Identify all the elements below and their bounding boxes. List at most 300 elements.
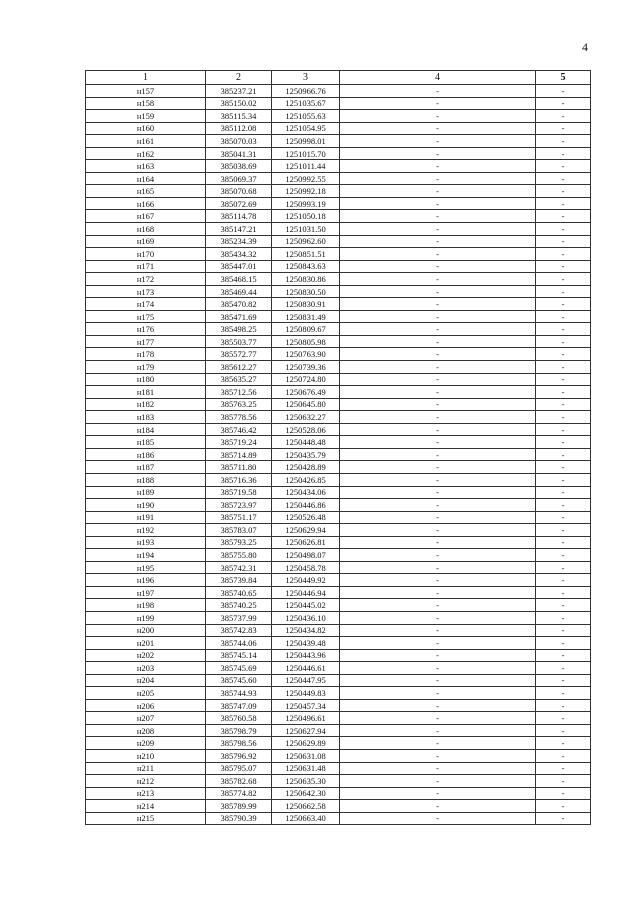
y-coordinate-cell: 1250428.89 [272,461,340,474]
point-id-cell: н195 [86,561,206,574]
column-5-cell: - [536,549,591,562]
table-header-row [86,71,591,85]
y-coordinate-cell: 1250443.96 [272,649,340,662]
table-row [86,423,591,436]
point-id-cell: н210 [86,749,206,762]
column-5-cell: - [536,448,591,461]
x-coordinate-cell: 385469.44 [206,285,272,298]
column-4-cell: - [340,248,536,261]
x-coordinate-cell: 385795.07 [206,762,272,775]
x-coordinate-cell: 385471.69 [206,310,272,323]
x-coordinate-cell: 385790.39 [206,812,272,825]
point-id-cell: н203 [86,662,206,675]
table-row [86,348,591,361]
x-coordinate-cell: 385755.80 [206,549,272,562]
column-5-cell: - [536,724,591,737]
y-coordinate-cell: 1250993.19 [272,197,340,210]
table-row [86,599,591,612]
table-row [86,461,591,474]
column-4-cell: - [340,586,536,599]
column-5-cell: - [536,323,591,336]
column-5-cell: - [536,110,591,123]
y-coordinate-cell: 1250631.48 [272,762,340,775]
column-5-cell: - [536,411,591,424]
table-row [86,335,591,348]
column-5-cell: - [536,386,591,399]
column-5-cell: - [536,361,591,374]
point-id-cell: н200 [86,624,206,637]
x-coordinate-cell: 385747.09 [206,699,272,712]
table-row [86,323,591,336]
y-coordinate-cell: 1250457.34 [272,699,340,712]
y-coordinate-cell: 1250426.85 [272,473,340,486]
column-5-cell: - [536,800,591,813]
column-4-cell: - [340,724,536,737]
x-coordinate-cell: 385635.27 [206,373,272,386]
x-coordinate-cell: 385434.32 [206,248,272,261]
point-id-cell: н163 [86,160,206,173]
y-coordinate-cell: 1250830.91 [272,298,340,311]
column-5-cell: - [536,273,591,286]
point-id-cell: н160 [86,122,206,135]
x-coordinate-cell: 385112.08 [206,122,272,135]
point-id-cell: н190 [86,499,206,512]
column-5-cell: - [536,210,591,223]
y-coordinate-cell: 1250631.08 [272,749,340,762]
table-row [86,361,591,374]
point-id-cell: н159 [86,110,206,123]
y-coordinate-cell: 1250830.50 [272,285,340,298]
x-coordinate-cell: 385069.37 [206,172,272,185]
column-4-cell: - [340,310,536,323]
point-id-cell: н215 [86,812,206,825]
y-coordinate-cell: 1250526.48 [272,511,340,524]
table-row [86,122,591,135]
column-5-cell: - [536,423,591,436]
column-4-cell: - [340,335,536,348]
table-row [86,749,591,762]
y-coordinate-cell: 1250739.36 [272,361,340,374]
point-id-cell: н162 [86,147,206,160]
table-row [86,386,591,399]
x-coordinate-cell: 385612.27 [206,361,272,374]
table-row [86,135,591,148]
point-id-cell: н183 [86,411,206,424]
column-5-cell: - [536,85,591,98]
table-row [86,812,591,825]
table-row [86,197,591,210]
column-5-cell: - [536,398,591,411]
y-coordinate-cell: 1250434.06 [272,486,340,499]
x-coordinate-cell: 385723.97 [206,499,272,512]
column-5-cell: - [536,812,591,825]
x-coordinate-cell: 385798.79 [206,724,272,737]
table-row [86,674,591,687]
point-id-cell: н199 [86,611,206,624]
y-coordinate-cell: 1251035.67 [272,97,340,110]
y-coordinate-cell: 1250724.80 [272,373,340,386]
y-coordinate-cell: 1250626.81 [272,536,340,549]
column-5-cell: - [536,147,591,160]
column-5-cell: - [536,348,591,361]
table-row [86,687,591,700]
column-header-3: 3 [272,71,340,85]
column-5-cell: - [536,712,591,725]
point-id-cell: н177 [86,335,206,348]
table-row [86,160,591,173]
y-coordinate-cell: 1250830.86 [272,273,340,286]
y-coordinate-cell: 1250831.49 [272,310,340,323]
column-5-cell: - [536,737,591,750]
y-coordinate-cell: 1250629.89 [272,737,340,750]
column-5-cell: - [536,260,591,273]
y-coordinate-cell: 1250446.86 [272,499,340,512]
x-coordinate-cell: 385719.58 [206,486,272,499]
x-coordinate-cell: 385234.39 [206,235,272,248]
column-5-cell: - [536,223,591,236]
column-4-cell: - [340,749,536,762]
table-row [86,699,591,712]
y-coordinate-cell: 1250435.79 [272,448,340,461]
y-coordinate-cell: 1250763.90 [272,348,340,361]
point-id-cell: н171 [86,260,206,273]
x-coordinate-cell: 385798.56 [206,737,272,750]
column-5-cell: - [536,197,591,210]
point-id-cell: н185 [86,436,206,449]
y-coordinate-cell: 1250645.80 [272,398,340,411]
column-4-cell: - [340,812,536,825]
x-coordinate-cell: 385763.25 [206,398,272,411]
column-5-cell: - [536,536,591,549]
point-id-cell: н165 [86,185,206,198]
table-row [86,147,591,160]
x-coordinate-cell: 385745.60 [206,674,272,687]
y-coordinate-cell: 1251031.50 [272,223,340,236]
point-id-cell: н197 [86,586,206,599]
table-row [86,486,591,499]
column-4-cell: - [340,260,536,273]
table-row [86,310,591,323]
point-id-cell: н196 [86,574,206,587]
point-id-cell: н211 [86,762,206,775]
column-4-cell: - [340,160,536,173]
y-coordinate-cell: 1250998.01 [272,135,340,148]
point-id-cell: н204 [86,674,206,687]
y-coordinate-cell: 1250447.95 [272,674,340,687]
point-id-cell: н172 [86,273,206,286]
column-4-cell: - [340,373,536,386]
x-coordinate-cell: 385503.77 [206,335,272,348]
column-4-cell: - [340,486,536,499]
point-id-cell: н174 [86,298,206,311]
y-coordinate-cell: 1250446.94 [272,586,340,599]
point-id-cell: н188 [86,473,206,486]
column-5-cell: - [536,335,591,348]
column-4-cell: - [340,411,536,424]
column-header-5: 5 [536,71,591,85]
table-row [86,110,591,123]
x-coordinate-cell: 385070.68 [206,185,272,198]
column-4-cell: - [340,549,536,562]
point-id-cell: н176 [86,323,206,336]
column-4-cell: - [340,687,536,700]
point-id-cell: н186 [86,448,206,461]
x-coordinate-cell: 385778.56 [206,411,272,424]
point-id-cell: н206 [86,699,206,712]
column-4-cell: - [340,285,536,298]
y-coordinate-cell: 1251015.70 [272,147,340,160]
column-5-cell: - [536,486,591,499]
column-4-cell: - [340,448,536,461]
y-coordinate-cell: 1250627.94 [272,724,340,737]
column-4-cell: - [340,135,536,148]
x-coordinate-cell: 385072.69 [206,197,272,210]
column-4-cell: - [340,273,536,286]
column-5-cell: - [536,599,591,612]
x-coordinate-cell: 385745.69 [206,662,272,675]
y-coordinate-cell: 1250445.02 [272,599,340,612]
x-coordinate-cell: 385447.01 [206,260,272,273]
column-4-cell: - [340,511,536,524]
column-5-cell: - [536,624,591,637]
y-coordinate-cell: 1250966.76 [272,85,340,98]
column-4-cell: - [340,423,536,436]
y-coordinate-cell: 1250851.51 [272,248,340,261]
table-row [86,787,591,800]
table-row [86,637,591,650]
column-5-cell: - [536,674,591,687]
x-coordinate-cell: 385716.36 [206,473,272,486]
column-4-cell: - [340,574,536,587]
column-5-cell: - [536,762,591,775]
column-4-cell: - [340,762,536,775]
y-coordinate-cell: 1250458.78 [272,561,340,574]
x-coordinate-cell: 385782.68 [206,775,272,788]
table-body [86,85,591,825]
table-row [86,775,591,788]
point-id-cell: н202 [86,649,206,662]
column-5-cell: - [536,436,591,449]
table-row [86,373,591,386]
table-row [86,499,591,512]
point-id-cell: н173 [86,285,206,298]
table-row [86,298,591,311]
column-5-cell: - [536,248,591,261]
y-coordinate-cell: 1250439.48 [272,637,340,650]
point-id-cell: н192 [86,524,206,537]
point-id-cell: н164 [86,172,206,185]
column-5-cell: - [536,561,591,574]
column-4-cell: - [340,662,536,675]
point-id-cell: н191 [86,511,206,524]
y-coordinate-cell: 1250449.92 [272,574,340,587]
y-coordinate-cell: 1250496.61 [272,712,340,725]
table-row [86,662,591,675]
y-coordinate-cell: 1250528.06 [272,423,340,436]
column-4-cell: - [340,461,536,474]
table-row [86,210,591,223]
y-coordinate-cell: 1250629.94 [272,524,340,537]
column-5-cell: - [536,649,591,662]
x-coordinate-cell: 385150.02 [206,97,272,110]
column-4-cell: - [340,737,536,750]
column-4-cell: - [340,536,536,549]
x-coordinate-cell: 385742.31 [206,561,272,574]
column-header-4: 4 [340,71,536,85]
table-row [86,273,591,286]
point-id-cell: н161 [86,135,206,148]
point-id-cell: н208 [86,724,206,737]
coordinates-table [85,70,591,825]
x-coordinate-cell: 385070.03 [206,135,272,148]
column-4-cell: - [340,561,536,574]
y-coordinate-cell: 1250446.61 [272,662,340,675]
y-coordinate-cell: 1251011.44 [272,160,340,173]
table-row [86,448,591,461]
table-row [86,586,591,599]
y-coordinate-cell: 1250992.55 [272,172,340,185]
column-5-cell: - [536,511,591,524]
x-coordinate-cell: 385237.21 [206,85,272,98]
x-coordinate-cell: 385745.14 [206,649,272,662]
x-coordinate-cell: 385740.65 [206,586,272,599]
column-5-cell: - [536,473,591,486]
table-row [86,524,591,537]
x-coordinate-cell: 385751.17 [206,511,272,524]
x-coordinate-cell: 385744.06 [206,637,272,650]
point-id-cell: н182 [86,398,206,411]
column-header-2: 2 [206,71,272,85]
table-row [86,473,591,486]
column-4-cell: - [340,147,536,160]
x-coordinate-cell: 385760.58 [206,712,272,725]
column-5-cell: - [536,775,591,788]
point-id-cell: н179 [86,361,206,374]
x-coordinate-cell: 385114.78 [206,210,272,223]
column-4-cell: - [340,172,536,185]
point-id-cell: н181 [86,386,206,399]
table-row [86,398,591,411]
y-coordinate-cell: 1250662.58 [272,800,340,813]
x-coordinate-cell: 385115.34 [206,110,272,123]
table-row [86,185,591,198]
column-5-cell: - [536,235,591,248]
column-4-cell: - [340,712,536,725]
column-4-cell: - [340,348,536,361]
column-4-cell: - [340,110,536,123]
table-row [86,611,591,624]
x-coordinate-cell: 385498.25 [206,323,272,336]
column-5-cell: - [536,298,591,311]
column-4-cell: - [340,699,536,712]
point-id-cell: н170 [86,248,206,261]
column-5-cell: - [536,611,591,624]
point-id-cell: н205 [86,687,206,700]
x-coordinate-cell: 385783.07 [206,524,272,537]
y-coordinate-cell: 1250663.40 [272,812,340,825]
x-coordinate-cell: 385774.82 [206,787,272,800]
column-4-cell: - [340,524,536,537]
table-row [86,737,591,750]
point-id-cell: н167 [86,210,206,223]
table-row [86,549,591,562]
x-coordinate-cell: 385742.83 [206,624,272,637]
column-header-1: 1 [86,71,206,85]
column-5-cell: - [536,749,591,762]
x-coordinate-cell: 385744.93 [206,687,272,700]
point-id-cell: н193 [86,536,206,549]
table-row [86,561,591,574]
table-row [86,436,591,449]
column-5-cell: - [536,135,591,148]
page-number: 4 [582,40,588,54]
column-4-cell: - [340,398,536,411]
column-4-cell: - [340,624,536,637]
column-5-cell: - [536,637,591,650]
point-id-cell: н187 [86,461,206,474]
column-5-cell: - [536,185,591,198]
point-id-cell: н178 [86,348,206,361]
column-5-cell: - [536,662,591,675]
table-row [86,574,591,587]
y-coordinate-cell: 1250992.18 [272,185,340,198]
table-row [86,649,591,662]
point-id-cell: н213 [86,787,206,800]
point-id-cell: н180 [86,373,206,386]
y-coordinate-cell: 1250448.48 [272,436,340,449]
table-row [86,536,591,549]
x-coordinate-cell: 385714.89 [206,448,272,461]
x-coordinate-cell: 385572.77 [206,348,272,361]
column-4-cell: - [340,85,536,98]
point-id-cell: н168 [86,223,206,236]
x-coordinate-cell: 385737.99 [206,611,272,624]
table-row [86,624,591,637]
x-coordinate-cell: 385719.24 [206,436,272,449]
x-coordinate-cell: 385711.80 [206,461,272,474]
column-4-cell: - [340,637,536,650]
column-5-cell: - [536,461,591,474]
column-5-cell: - [536,310,591,323]
column-4-cell: - [340,97,536,110]
column-5-cell: - [536,524,591,537]
column-4-cell: - [340,599,536,612]
column-4-cell: - [340,499,536,512]
column-4-cell: - [340,436,536,449]
point-id-cell: н198 [86,599,206,612]
x-coordinate-cell: 385793.25 [206,536,272,549]
column-4-cell: - [340,674,536,687]
point-id-cell: н189 [86,486,206,499]
point-id-cell: н184 [86,423,206,436]
x-coordinate-cell: 385789.99 [206,800,272,813]
column-5-cell: - [536,373,591,386]
y-coordinate-cell: 1250809.67 [272,323,340,336]
column-4-cell: - [340,185,536,198]
column-4-cell: - [340,323,536,336]
column-4-cell: - [340,210,536,223]
table-row [86,260,591,273]
point-id-cell: н214 [86,800,206,813]
y-coordinate-cell: 1250843.63 [272,260,340,273]
point-id-cell: н166 [86,197,206,210]
column-5-cell: - [536,172,591,185]
table-row [86,762,591,775]
column-5-cell: - [536,699,591,712]
table-row [86,511,591,524]
point-id-cell: н194 [86,549,206,562]
column-5-cell: - [536,285,591,298]
